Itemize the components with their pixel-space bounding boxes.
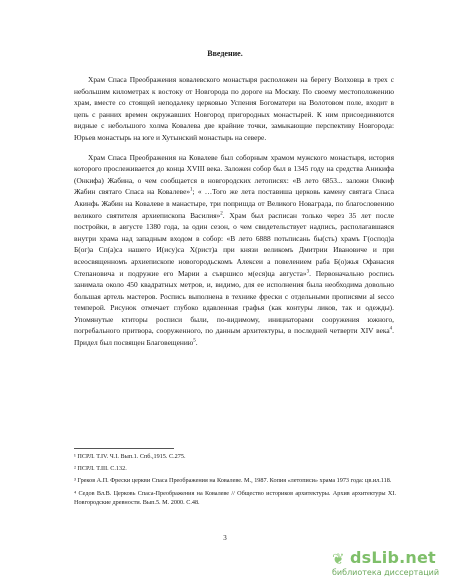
footnotes (74, 452, 396, 510)
paragraph-2-tail-5: . (195, 338, 198, 348)
footnote-ref-3[interactable]: 3 (306, 269, 310, 275)
paragraph-1 (74, 74, 394, 144)
footnote-ref-2[interactable]: 2 (220, 211, 223, 217)
watermark-logo[interactable] (332, 548, 442, 580)
footnote-ref-1[interactable]: 1 (190, 187, 193, 193)
paragraph-2-tail-2: . Храм был расписан только через 35 лет после постройки, в августе 1380 года, за один сезон, о чем свидетельствует надпись, располагавшаяся внутри храма над западным входом в собор: «В лето 6888 потьписань бы(сть) храмъ Г(оспод)а Б(ог)а Сп(а)са нашего И(ису)са Х(рист)а при князи великомъ Дмитрии Ивановиче и при всеосвященномъ архиепископе новогородьскомъ Алексеи а повелением раба Б(о)жья Офанасия Степановича и подружие его Марии а съвршисо м(еся)ца августа» (74, 210, 394, 278)
paragraph-1-text: Храм Спаса Преображения ковалевского монастыря расположен на берегу Волховца в трех с небольшим километрах к востоку от Новгорода по дороге на Москву. По своему местоположению храм, вместе со стоящей неподалеку церковью Успения Богоматери на Волотовом поле, входит в цепь с ранних времен окружавших Новгород пригородных монастырей. К ним присоединяются видные с небольшого холма Ковалева две крайние точки, замыкающие перспективу Новгорода: Юрьев монастырь на юге и Хутынский монастырь на севере. (74, 75, 394, 142)
document-heading: Введение. (207, 49, 243, 58)
footnote-1: ¹ ПСРЛ. Т.IV. Ч.I. Вып.1. Спб.,1915. С.275. (74, 453, 186, 460)
watermark-tagline: библиотека диссертаций (332, 568, 440, 577)
footnote-ref-5[interactable]: 5 (193, 338, 196, 344)
footnote-ref-4[interactable]: 4 (389, 327, 393, 332)
watermark-name: dsLib.net (350, 548, 436, 567)
footnote-2: ² ПСРЛ. Т.III. С.132. (74, 465, 127, 473)
footnote-3: ³ Греков А.П. Фрески церкви Спаса Преображения на Ковалеве. М., 1987. Копия «летописи» храма 1973 года: цв.ил.118. (74, 477, 392, 485)
leaf-icon: ❦ (332, 550, 345, 568)
footnote-divider (74, 448, 174, 449)
document-body (74, 74, 394, 349)
paragraph-2-tail-4: . Придел был посвящен Благовещению (74, 326, 394, 348)
paragraph-2-tail-3: . Первоначально роспись занимала около 450 квадратных метров, и, видимо, для ее исполнения была необходима довольно большая артель мастеров. Роспись выполнена в технике фрески с отдельными прописями al secco темперой. Рисунок отмечает глубоко вдавленная графья (как контуры ликов, так и одежды). Упомянутые ктиторы росписи были, по-видимому, инициаторами сооружения южного, погребального притвора, сооруженного, по данным архитектуры, в последней четверти XIV века (74, 268, 394, 336)
paragraph-2-tail: ; « …Того же лета поставиша церковь камену святага Спаса Акинфь Жабин на Ковалеве в манастыре, три попришда от Великого Новаграда, по благословению великого святителя архиепископа Василия» (74, 187, 394, 220)
page-number: 3 (223, 534, 227, 542)
paragraph-2-text: Храм Спаса Преображения на Ковалеве был соборным храмом мужского монастыря, история которого прослеживается до конца XVIII века. Заложен собор был в 1345 году на средства Аникифа (Онкифа) Жабина, о чем сообщается в новгородских летописях: «В лето 6853... заложи Онкиф Жабин святаго Спаса на Ковалеве» (74, 152, 394, 197)
footnote-4: ⁴ Седов Вл.В. Церковь Спаса-Преображения на Ковалеве // Общество историков архитектуры. Архив архитектуры XI. Новгородские древности. Вып.5. М. 2000. С.48. (74, 489, 396, 506)
paragraph-2 (74, 152, 394, 349)
